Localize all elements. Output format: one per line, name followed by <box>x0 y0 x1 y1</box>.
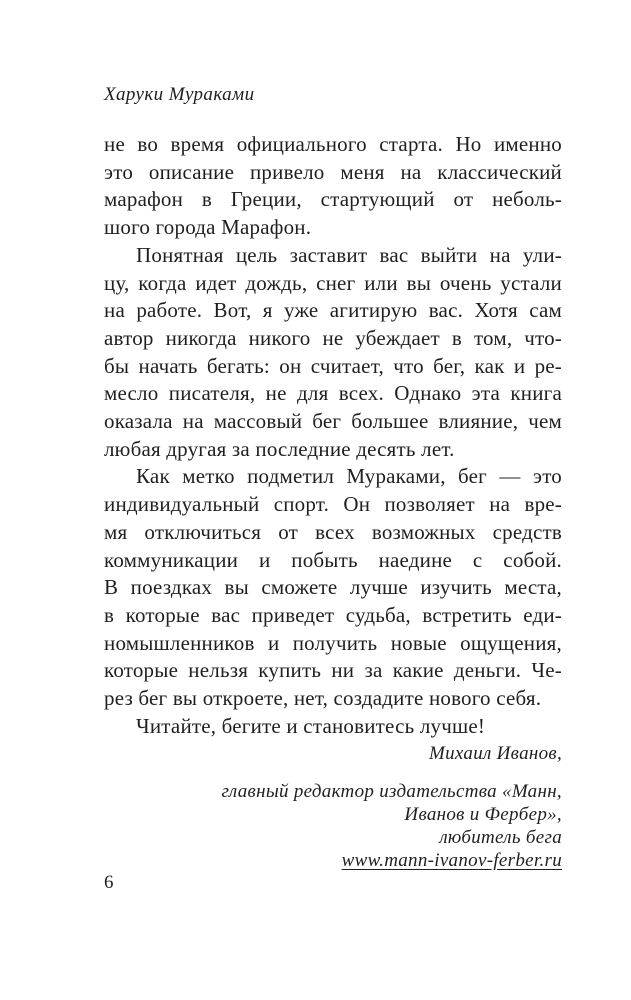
text-line: бы начать бегать: он считает, что бег, как и ре- <box>104 353 562 378</box>
text-line: это описание привело меня на классический <box>104 159 562 184</box>
paragraph-2 <box>104 242 562 464</box>
text-line: автор никогда никого не убеждает в том, что- <box>104 325 562 350</box>
running-header: Харуки Мураками <box>104 84 255 105</box>
text-line: в которые вас приведет судьба, встретить еди- <box>104 602 562 627</box>
text-line: марафон в Греции, стартующий от неболь- <box>104 187 562 212</box>
text-line: оказала на массовый бег большее влияние, чем <box>104 409 562 434</box>
text-line: цу, когда идет дождь, снег или вы очень устали <box>104 270 562 295</box>
paragraph-3 <box>104 463 562 712</box>
body-text <box>104 131 562 740</box>
signature-role <box>104 780 562 849</box>
publisher-url-link[interactable]: www.mann-ivanov-ferber.ru <box>341 850 562 871</box>
text-line: коммуникации и побыть наедине с собой. <box>104 547 562 572</box>
text-line: месло писателя, не для всех. Однако эта книга <box>104 381 562 406</box>
signature-role-line: главный редактор издательства «Манн, <box>221 781 562 802</box>
text-line: мя отключиться от всех возможных средств <box>104 519 562 544</box>
text-line: Понятная цель заставит вас выйти на ули- <box>136 242 562 267</box>
page-number: 6 <box>104 872 114 893</box>
text-line: любая другая за последние десять лет. <box>104 436 455 461</box>
text-line: Как метко подметил Мураками, бег — это <box>136 464 562 489</box>
signature-role-line: Иванов и Фербер», <box>404 804 562 825</box>
text-line: не во время официального старта. Но именно <box>104 132 562 156</box>
text-line: которые нельзя купить ни за какие деньги. Че- <box>104 658 562 683</box>
text-line: номышленников и получить новые ощущения, <box>104 630 562 655</box>
text-line: шого города Марафон. <box>104 215 312 240</box>
signature-block <box>104 742 562 872</box>
paragraph-1 <box>104 131 562 242</box>
paragraph-4 <box>104 713 562 741</box>
signature-name: Михаил Иванов, <box>428 743 562 764</box>
text-line: индивидуальный спорт. Он позволяет на вре- <box>104 492 562 517</box>
text-line: рез бег вы откроете, нет, создадите нового себя. <box>104 686 542 711</box>
text-line: Читайте, бегите и становитесь лучше! <box>136 713 486 738</box>
signature-role-line: любитель бега <box>439 827 562 848</box>
text-line: В поездках вы сможете лучше изучить места, <box>104 575 562 600</box>
text-line: на работе. Вот, я уже агитирую вас. Хотя сам <box>104 298 562 323</box>
